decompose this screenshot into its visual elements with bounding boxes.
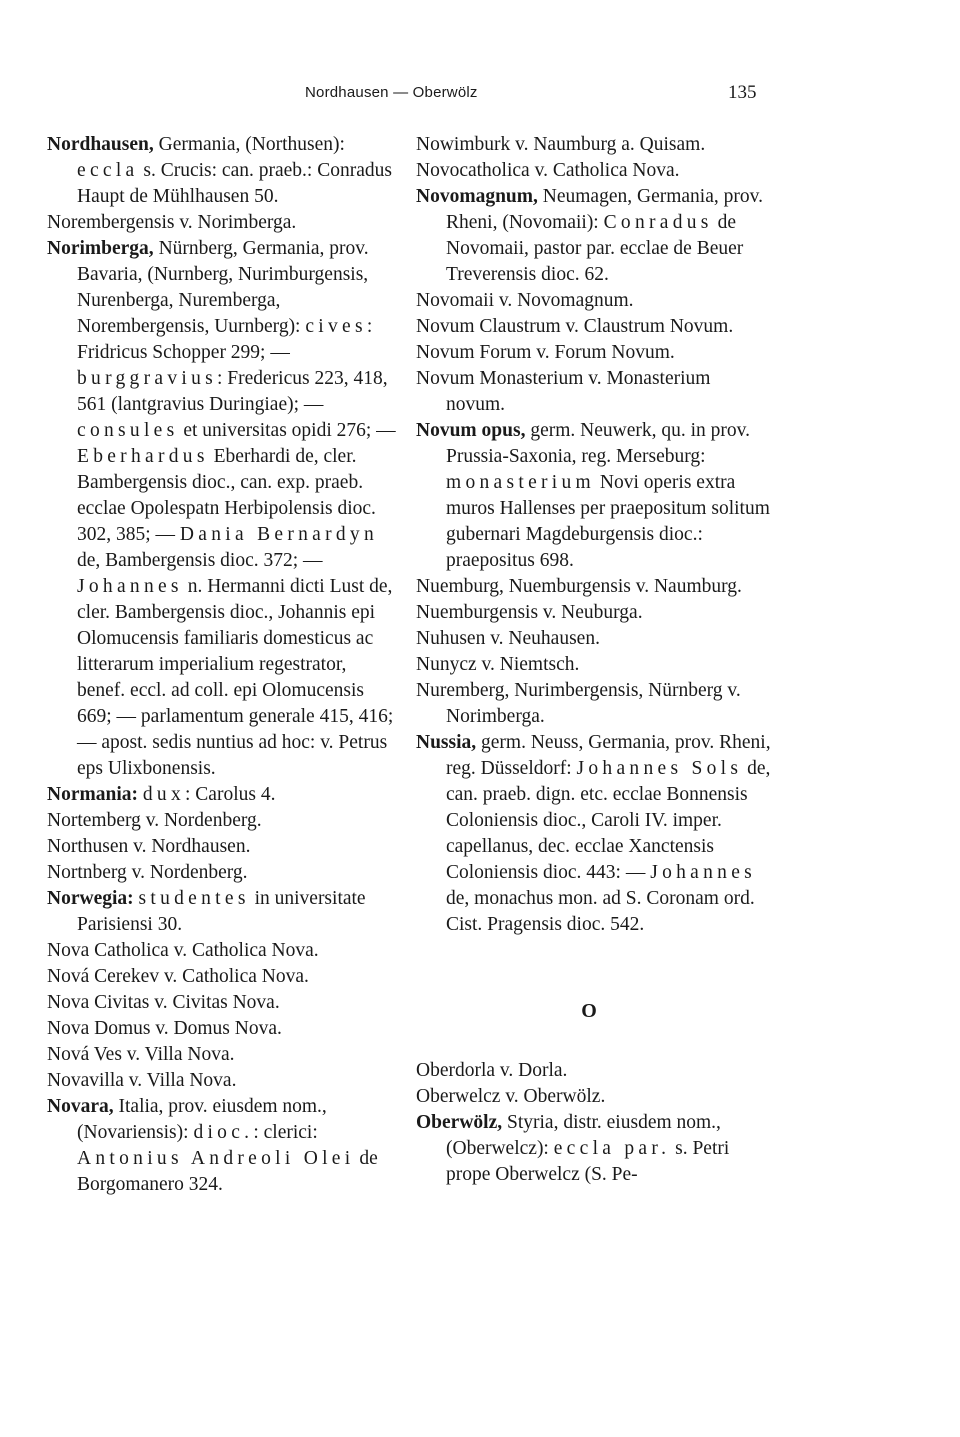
index-entry: [47, 808, 399, 834]
entry-text: Eberhardi de, cler. Bambergensis dioc., can. exp. praeb. ecclae Opolespatn Herbipolensis dioc. 302, 385; —: [77, 446, 376, 545]
index-entry: [47, 834, 399, 860]
entry-spaced-term: Eberhardus: [77, 446, 209, 467]
entry-text: Novavilla v. Villa Nova.: [47, 1070, 237, 1091]
index-entry: [416, 574, 772, 600]
right-column-entries: [416, 132, 772, 938]
index-entry: [416, 288, 772, 314]
entry-text: Neumagen, Germania, prov. Rheni, (Novomaii):: [446, 186, 763, 233]
index-entry: [47, 132, 399, 210]
entry-headword: Norwegia:: [47, 888, 134, 909]
entry-spaced-term: Antonius Andreoli Olei: [77, 1148, 355, 1169]
entry-text: de Novomaii, pastor par. ecclae de Beuer Treverensis dioc. 62.: [446, 212, 744, 285]
entry-text: Novocatholica v. Catholica Nova.: [416, 160, 680, 181]
index-entry: [416, 600, 772, 626]
entry-text: : clerici:: [253, 1122, 318, 1143]
entry-text: : Carolus 4.: [185, 784, 276, 805]
right-column: [416, 132, 772, 1188]
index-entry: [416, 158, 772, 184]
index-entry: [47, 1094, 399, 1198]
index-entry: [47, 860, 399, 886]
index-entry: [416, 1110, 772, 1188]
entry-text: germ. Neuwerk, qu. in prov. Prussia-Saxonia, reg. Merseburg:: [446, 420, 751, 467]
index-entry: [416, 418, 772, 574]
entry-text: : Fridricus Schopper 299; —: [77, 316, 373, 363]
entry-spaced-term: eccla: [77, 160, 139, 181]
entry-spaced-term: Dania Bernardyn: [179, 524, 379, 545]
entry-text: Nova Domus v. Domus Nova.: [47, 1018, 282, 1039]
entry-text: s. Petri prope Oberwelcz (S. Pe-: [446, 1138, 730, 1185]
index-entry: [416, 652, 772, 678]
entry-text: Nuemburg, Nuemburgensis v. Naumburg.: [416, 576, 742, 597]
entry-text: Nortemberg v. Nordenberg.: [47, 810, 262, 831]
entry-text: de, can. praeb. dign. etc. ecclae Bonnensis Coloniensis dioc., Caroli IV. imper. capellanus, dec. ecclae Xanctensis Coloniensis dioc. 443: —: [446, 758, 771, 883]
index-entry: [47, 1016, 399, 1042]
entry-text: Germania, (Northusen):: [153, 134, 345, 155]
entry-text: s. Crucis: can. praeb.: Conradus Haupt de Mühlhausen 50.: [77, 160, 392, 207]
index-entry: [416, 366, 772, 418]
entry-spaced-term: Johannes: [650, 862, 757, 883]
index-entry: [416, 340, 772, 366]
entry-text: Oberdorla v. Dorla.: [416, 1060, 568, 1081]
entry-text: et universitas opidi 276; —: [178, 420, 396, 441]
index-entry: [416, 1058, 772, 1084]
entry-headword: Normania:: [47, 784, 138, 805]
entry-text: Nova Civitas v. Civitas Nova.: [47, 992, 280, 1013]
entry-text: Novum Claustrum v. Claustrum Novum.: [416, 316, 734, 337]
entry-spaced-term: studentes: [138, 888, 250, 909]
entry-headword: Norimberga,: [47, 238, 154, 259]
index-entry: [416, 730, 772, 938]
entry-text: in universitate Parisiensi 30.: [77, 888, 366, 935]
index-entry: [416, 1084, 772, 1110]
entry-text: Nowimburk v. Naumburg a. Quisam.: [416, 134, 706, 155]
entry-headword: Nussia,: [416, 732, 477, 753]
index-entry: [47, 886, 399, 938]
index-entry: [47, 964, 399, 990]
index-entry: [47, 236, 399, 782]
entry-headword: Oberwölz,: [416, 1112, 503, 1133]
index-entry: [416, 626, 772, 652]
entry-text: Nürnberg, Germania, prov. Bavaria, (Nurnberg, Nurimburgensis, Nurenberga, Nuremberga, Norembergensis, Uurnberg):: [77, 238, 369, 337]
index-entry: [416, 132, 772, 158]
index-entry: [47, 990, 399, 1016]
entry-spaced-term: Conradus: [603, 212, 713, 233]
entry-headword: Novara,: [47, 1096, 114, 1117]
entry-spaced-term: Johannes: [77, 576, 183, 597]
left-column: [47, 132, 399, 1198]
entry-text: Nova Catholica v. Catholica Nova.: [47, 940, 319, 961]
entry-spaced-term: cives: [305, 316, 367, 337]
entry-text: Styria, distr. eiusdem nom., (Oberwelcz):: [446, 1112, 721, 1159]
entry-text: Novum Forum v. Forum Novum.: [416, 342, 675, 363]
index-entry: [47, 210, 399, 236]
entry-text: Nuremberg, Nurimbergensis, Nürnberg v. Norimberga.: [416, 680, 741, 727]
entry-text: Nuemburgensis v. Neuburga.: [416, 602, 643, 623]
index-entry: [47, 938, 399, 964]
entry-text: Novi operis extra muros Hallenses per praepositum solitum gubernari Magdeburgensis dioc.: praepositus 698.: [446, 472, 770, 571]
entry-spaced-term: dioc.: [193, 1122, 254, 1143]
entry-headword: Novum opus,: [416, 420, 526, 441]
index-entry: [416, 184, 772, 288]
page-number: 135: [728, 82, 757, 103]
entry-text: de, monachus mon. ad S. Coronam ord. Cist. Pragensis dioc. 542.: [446, 888, 755, 935]
entry-text: Nová Cerekev v. Catholica Nova.: [47, 966, 309, 987]
entry-spaced-term: eccla par.: [553, 1138, 671, 1159]
running-head-title: Nordhausen — Oberwölz: [305, 84, 478, 101]
index-entry: [47, 782, 399, 808]
index-entry: [47, 1068, 399, 1094]
right-column-entries-after: [416, 1058, 772, 1188]
entry-headword: Nordhausen,: [47, 134, 154, 155]
entry-text: Nunycz v. Niemtsch.: [416, 654, 580, 675]
entry-text: Northusen v. Nordhausen.: [47, 836, 251, 857]
entry-text: de, Bambergensis dioc. 372; —: [77, 550, 323, 571]
entry-headword: Novomagnum,: [416, 186, 538, 207]
section-letter-heading: O: [581, 1000, 597, 1022]
entry-text: : Fredericus 223, 418, 561 (lantgravius Duringiae); —: [77, 368, 388, 415]
entry-text: Norembergensis v. Norimberga.: [47, 212, 297, 233]
entry-text: Nuhusen v. Neuhausen.: [416, 628, 600, 649]
entry-text: Novomaii v. Novomagnum.: [416, 290, 634, 311]
entry-spaced-term: consules: [77, 420, 179, 441]
index-entry: [416, 314, 772, 340]
entry-text: Nová Ves v. Villa Nova.: [47, 1044, 235, 1065]
entry-text: n. Hermanni dicti Lust de, cler. Bambergensis dioc., Johannis epi Olomucensis familiaris domesticus ac litterarum imperialium regestrator, benef. eccl. ad coll. epi Olomucensis 669; — parlamentum generale 415, 416; — apost. sedis nuntius ad hoc: v. Petrus eps Ulixbonensis.: [77, 576, 394, 779]
entry-text: de Borgomanero 324.: [77, 1148, 378, 1195]
index-entry: [47, 1042, 399, 1068]
entry-text: Italia, prov. eiusdem nom., (Novariensis):: [77, 1096, 327, 1143]
entry-spaced-term: monasterium: [446, 472, 596, 493]
running-head: [0, 84, 960, 108]
entry-text: Nortnberg v. Nordenberg.: [47, 862, 248, 883]
entry-spaced-term: Johannes Sols: [576, 758, 743, 779]
entry-text: germ. Neuss, Germania, prov. Rheni, reg. Düsseldorf:: [446, 732, 771, 779]
entry-text: Oberwelcz v. Oberwölz.: [416, 1086, 606, 1107]
entry-spaced-term: burggravius: [77, 368, 217, 389]
entry-spaced-term: dux: [142, 784, 185, 805]
entry-text: Novum Monasterium v. Monasterium novum.: [416, 368, 711, 415]
index-entry: [416, 678, 772, 730]
